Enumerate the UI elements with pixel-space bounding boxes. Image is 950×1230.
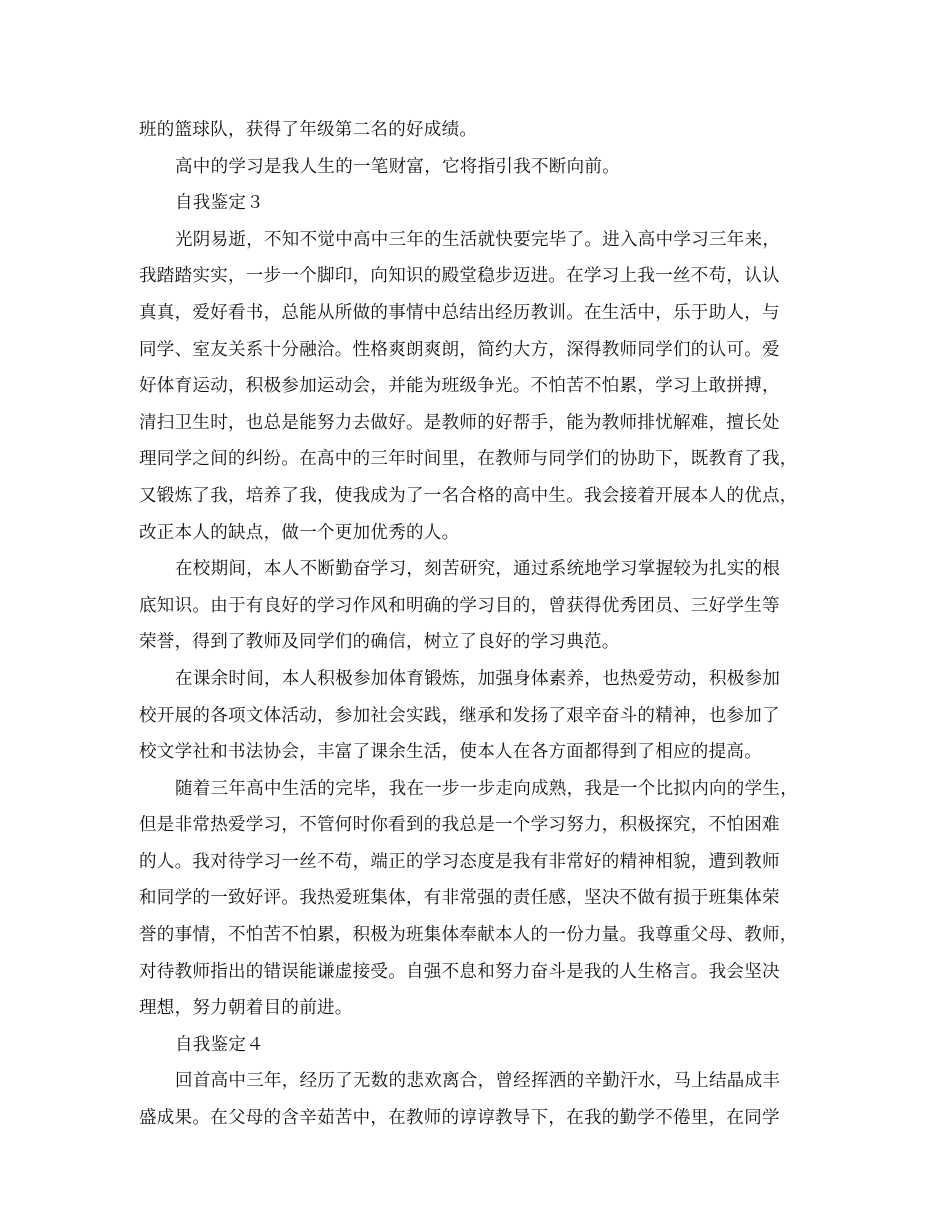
text-line: 清扫卫生时，也总是能努力去做好。是教师的好帮手，能为教师排忧解难，擅长处: [139, 412, 780, 433]
text-line: 的人。我对待学习一丝不苟，端正的学习态度是我有非常好的精神相貌，遭到教师: [139, 851, 780, 872]
section-heading: 自我鉴定４: [175, 1034, 264, 1055]
text-line: 理同学之间的纠纷。在高中的三年时间里，在教师与同学们的协助下，既教育了我，: [139, 449, 798, 470]
text-line: 回首高中三年，经历了无数的悲欢离合，曾经挥洒的辛勤汗水，马上结晶成丰: [175, 1071, 781, 1092]
text-line: 班的篮球队，获得了年级第二名的好成绩。: [139, 120, 478, 140]
text-line: 改正本人的缺点，做一个更加优秀的人。: [139, 522, 460, 543]
text-line: 同学、室友关系十分融洽。性格爽朗爽朗，简约大方，深得教师同学们的认可。爱: [139, 339, 780, 360]
text-line: 真真，爱好看书，总能从所做的事情中总结出经历教训。在生活中，乐于助人，与: [139, 302, 780, 323]
text-line: 又锻炼了我，培养了我，使我成为了一名合格的高中生。我会接着开展本人的优点，: [139, 485, 798, 506]
text-line: 但是非常热爱学习，不管何时你看到的我总是一个学习努力，积极探究，不怕困难: [139, 815, 780, 836]
text-line: 校文学社和书法协会，丰富了课余生活，使本人在各方面都得到了相应的提高。: [139, 742, 762, 763]
text-line: 高中的学习是我人生的一笔财富，它将指引我不断向前。: [175, 156, 620, 177]
text-line: 校开展的各项文体活动，参加社会实践，继承和发扬了艰辛奋斗的精神，也参加了: [139, 705, 780, 726]
text-line: 光阴易逝，不知不觉中高中三年的生活就快要完毕了。进入高中学习三年来，: [175, 229, 781, 250]
text-line: 誉的事情，不怕苦不怕累，积极为班集体奉献本人的一份力量。我尊重父母、教师，: [139, 925, 798, 946]
text-line: 我踏踏实实，一步一个脚印，向知识的殿堂稳步迈进。在学习上我一丝不苟，认认: [139, 266, 780, 287]
section-heading: 自我鉴定３: [175, 193, 264, 214]
text-line: 好体育运动，积极参加运动会，并能为班级争光。不怕苦不怕累，学习上敢拼搏，: [139, 376, 780, 397]
document-body: [139, 112, 819, 1137]
text-line: 和同学的一致好评。我热爱班集体，有非常强的责任感，坚决不做有损于班集体荣: [139, 888, 780, 909]
text-line: 对待教师指出的错误能谦虚接受。自强不息和努力奋斗是我的人生格言。我会坚决: [139, 961, 780, 982]
text-line: 在校期间，本人不断勤奋学习，刻苦研究，通过系统地学习掌握较为扎实的根: [175, 559, 781, 580]
text-line: 随着三年高中生活的完毕，我在一步一步走向成熟，我是一个比拟内向的学生，: [175, 778, 798, 799]
text-line: 荣誉，得到了教师及同学们的确信，树立了良好的学习典范。: [139, 632, 620, 653]
text-line: 底知识。由于有良好的学习作风和明确的学习目的，曾获得优秀团员、三好学生等: [139, 595, 780, 616]
text-line: 盛成果。在父母的含辛茹苦中，在教师的谆谆教导下，在我的勤学不倦里，在同学: [139, 1108, 780, 1129]
text-line: 理想，努力朝着目的前进。: [139, 998, 353, 1019]
text-line: 在课余时间，本人积极参加体育锻炼，加强身体素养，也热爱劳动，积极参加: [175, 668, 781, 689]
